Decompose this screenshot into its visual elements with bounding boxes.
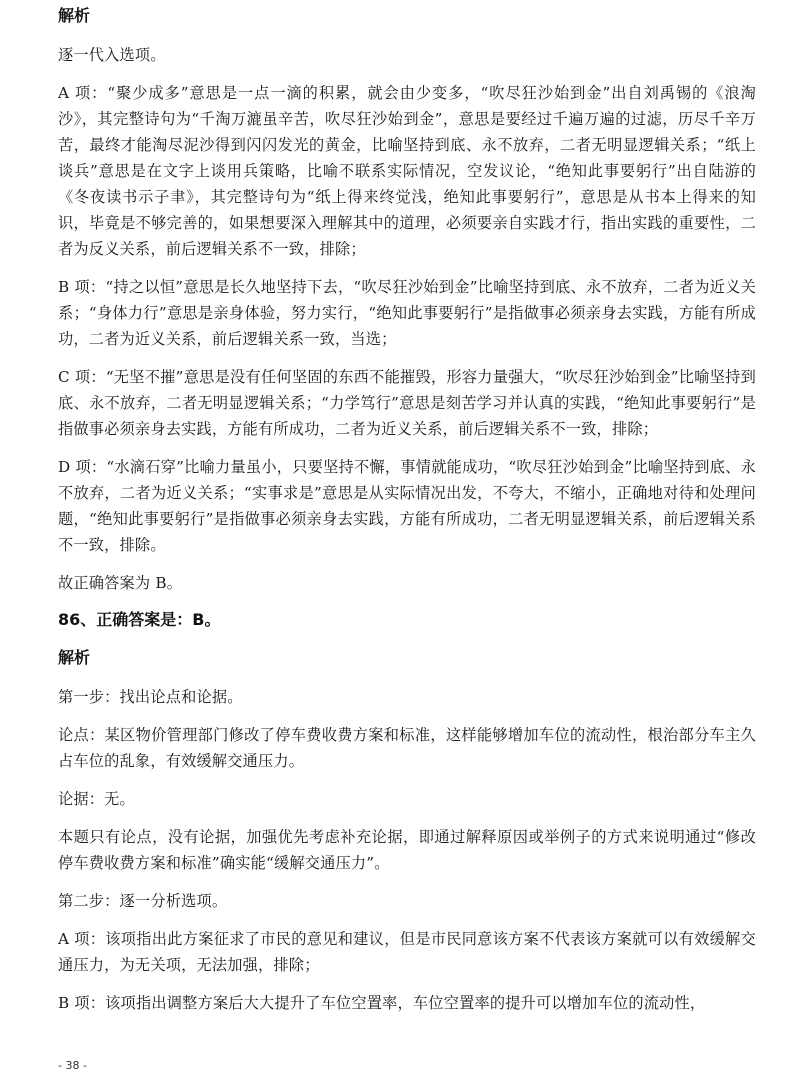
option-c-paragraph: C 项：“无坚不摧”意思是没有任何坚固的东西不能摧毁，形容力量强大，“吹尽狂沙始到金”比喻坚持到底、永不放弃，二者无明显逻辑关系；“力学笃行”意思是刻苦学习并认真的实践，“绝知此事要躬行”是指做事必须亲身去实践，方能有所成功，二者为近义关系，前后逻辑关系不一致，排除； — [58, 368, 756, 438]
option-b-paragraph-2: B 项：该项指出调整方案后大大提升了车位空置率，车位空置率的提升可以增加车位的流动性， — [58, 994, 706, 1012]
page-number: - 38 - — [58, 1059, 87, 1072]
option-a-paragraph: A 项：“聚少成多”意思是一点一滴的积累，就会由少变多，“吹尽狂沙始到金”出自刘禹锡的《浪淘沙》，其完整诗句为“千淘万漉虽辛苦，吹尽狂沙始到金”，意思是要经过千遍万遍的过滤，历尽千辛万苦，最终才能淘尽泥沙得到闪闪发光的黄金，比喻坚持到底、永不放弃，二者无明显逻辑关系；“纸上谈兵”意思是在文字上谈用兵策略，比喻不联系实际情况，空发议论，“绝知此事要躬行”出自陆游的《冬夜读书示子聿》，其完整诗句为“纸上得来终觉浅，绝知此事要躬行”，意思是从书本上得来的知识，毕竟是不够完善的，如果想要深入理解其中的道理，必须要亲自实践才行，指出实践的重要性，二者为反义关系，前后逻辑关系不一致，排除； — [58, 84, 756, 258]
evidence-paragraph: 论据：无。 — [58, 790, 135, 808]
answer-heading: 86、正确答案是：B。 — [58, 610, 221, 629]
analysis-heading: 解析 — [58, 6, 91, 25]
intro-paragraph: 逐一代入选项。 — [58, 46, 166, 64]
analysis-heading-2: 解析 — [58, 648, 91, 667]
step2-paragraph: 第二步：逐一分析选项。 — [58, 892, 228, 910]
option-b-paragraph: B 项：“持之以恒”意思是长久地坚持下去，“吹尽狂沙始到金”比喻坚持到底、永不放弃，二者为近义关系；“身体力行”意思是亲身体验，努力实行，“绝知此事要躬行”是指做事必须亲身去实践，方能有所成功，二者为近义关系，前后逻辑关系一致，当选； — [58, 278, 756, 348]
step1-paragraph: 第一步：找出论点和论据。 — [58, 688, 243, 706]
argument-paragraph: 论点：某区物价管理部门修改了停车费收费方案和标准，这样能够增加车位的流动性，根治部分车主久占车位的乱象，有效缓解交通压力。 — [58, 726, 756, 770]
conclusion-paragraph: 故正确答案为 B。 — [58, 574, 183, 592]
option-d-paragraph: D 项：“水滴石穿”比喻力量虽小，只要坚持不懈，事情就能成功，“吹尽狂沙始到金”比喻坚持到底、永不放弃，二者为近义关系；“实事求是”意思是从实际情况出发，不夸大，不缩小，正确地对待和处理问题，“绝知此事要躬行”是指做事必须亲身去实践，方能有所成功，二者无明显逻辑关系，前后逻辑关系不一致，排除。 — [58, 458, 756, 554]
option-a-paragraph-2: A 项：该项指出此方案征求了市民的意见和建议，但是市民同意该方案不代表该方案就可以有效缓解交通压力，为无关项，无法加强，排除； — [58, 930, 756, 974]
analysis-paragraph: 本题只有论点，没有论据，加强优先考虑补充论据，即通过解释原因或举例子的方式来说明通过“修改停车费收费方案和标准”确实能“缓解交通压力”。 — [58, 828, 756, 872]
